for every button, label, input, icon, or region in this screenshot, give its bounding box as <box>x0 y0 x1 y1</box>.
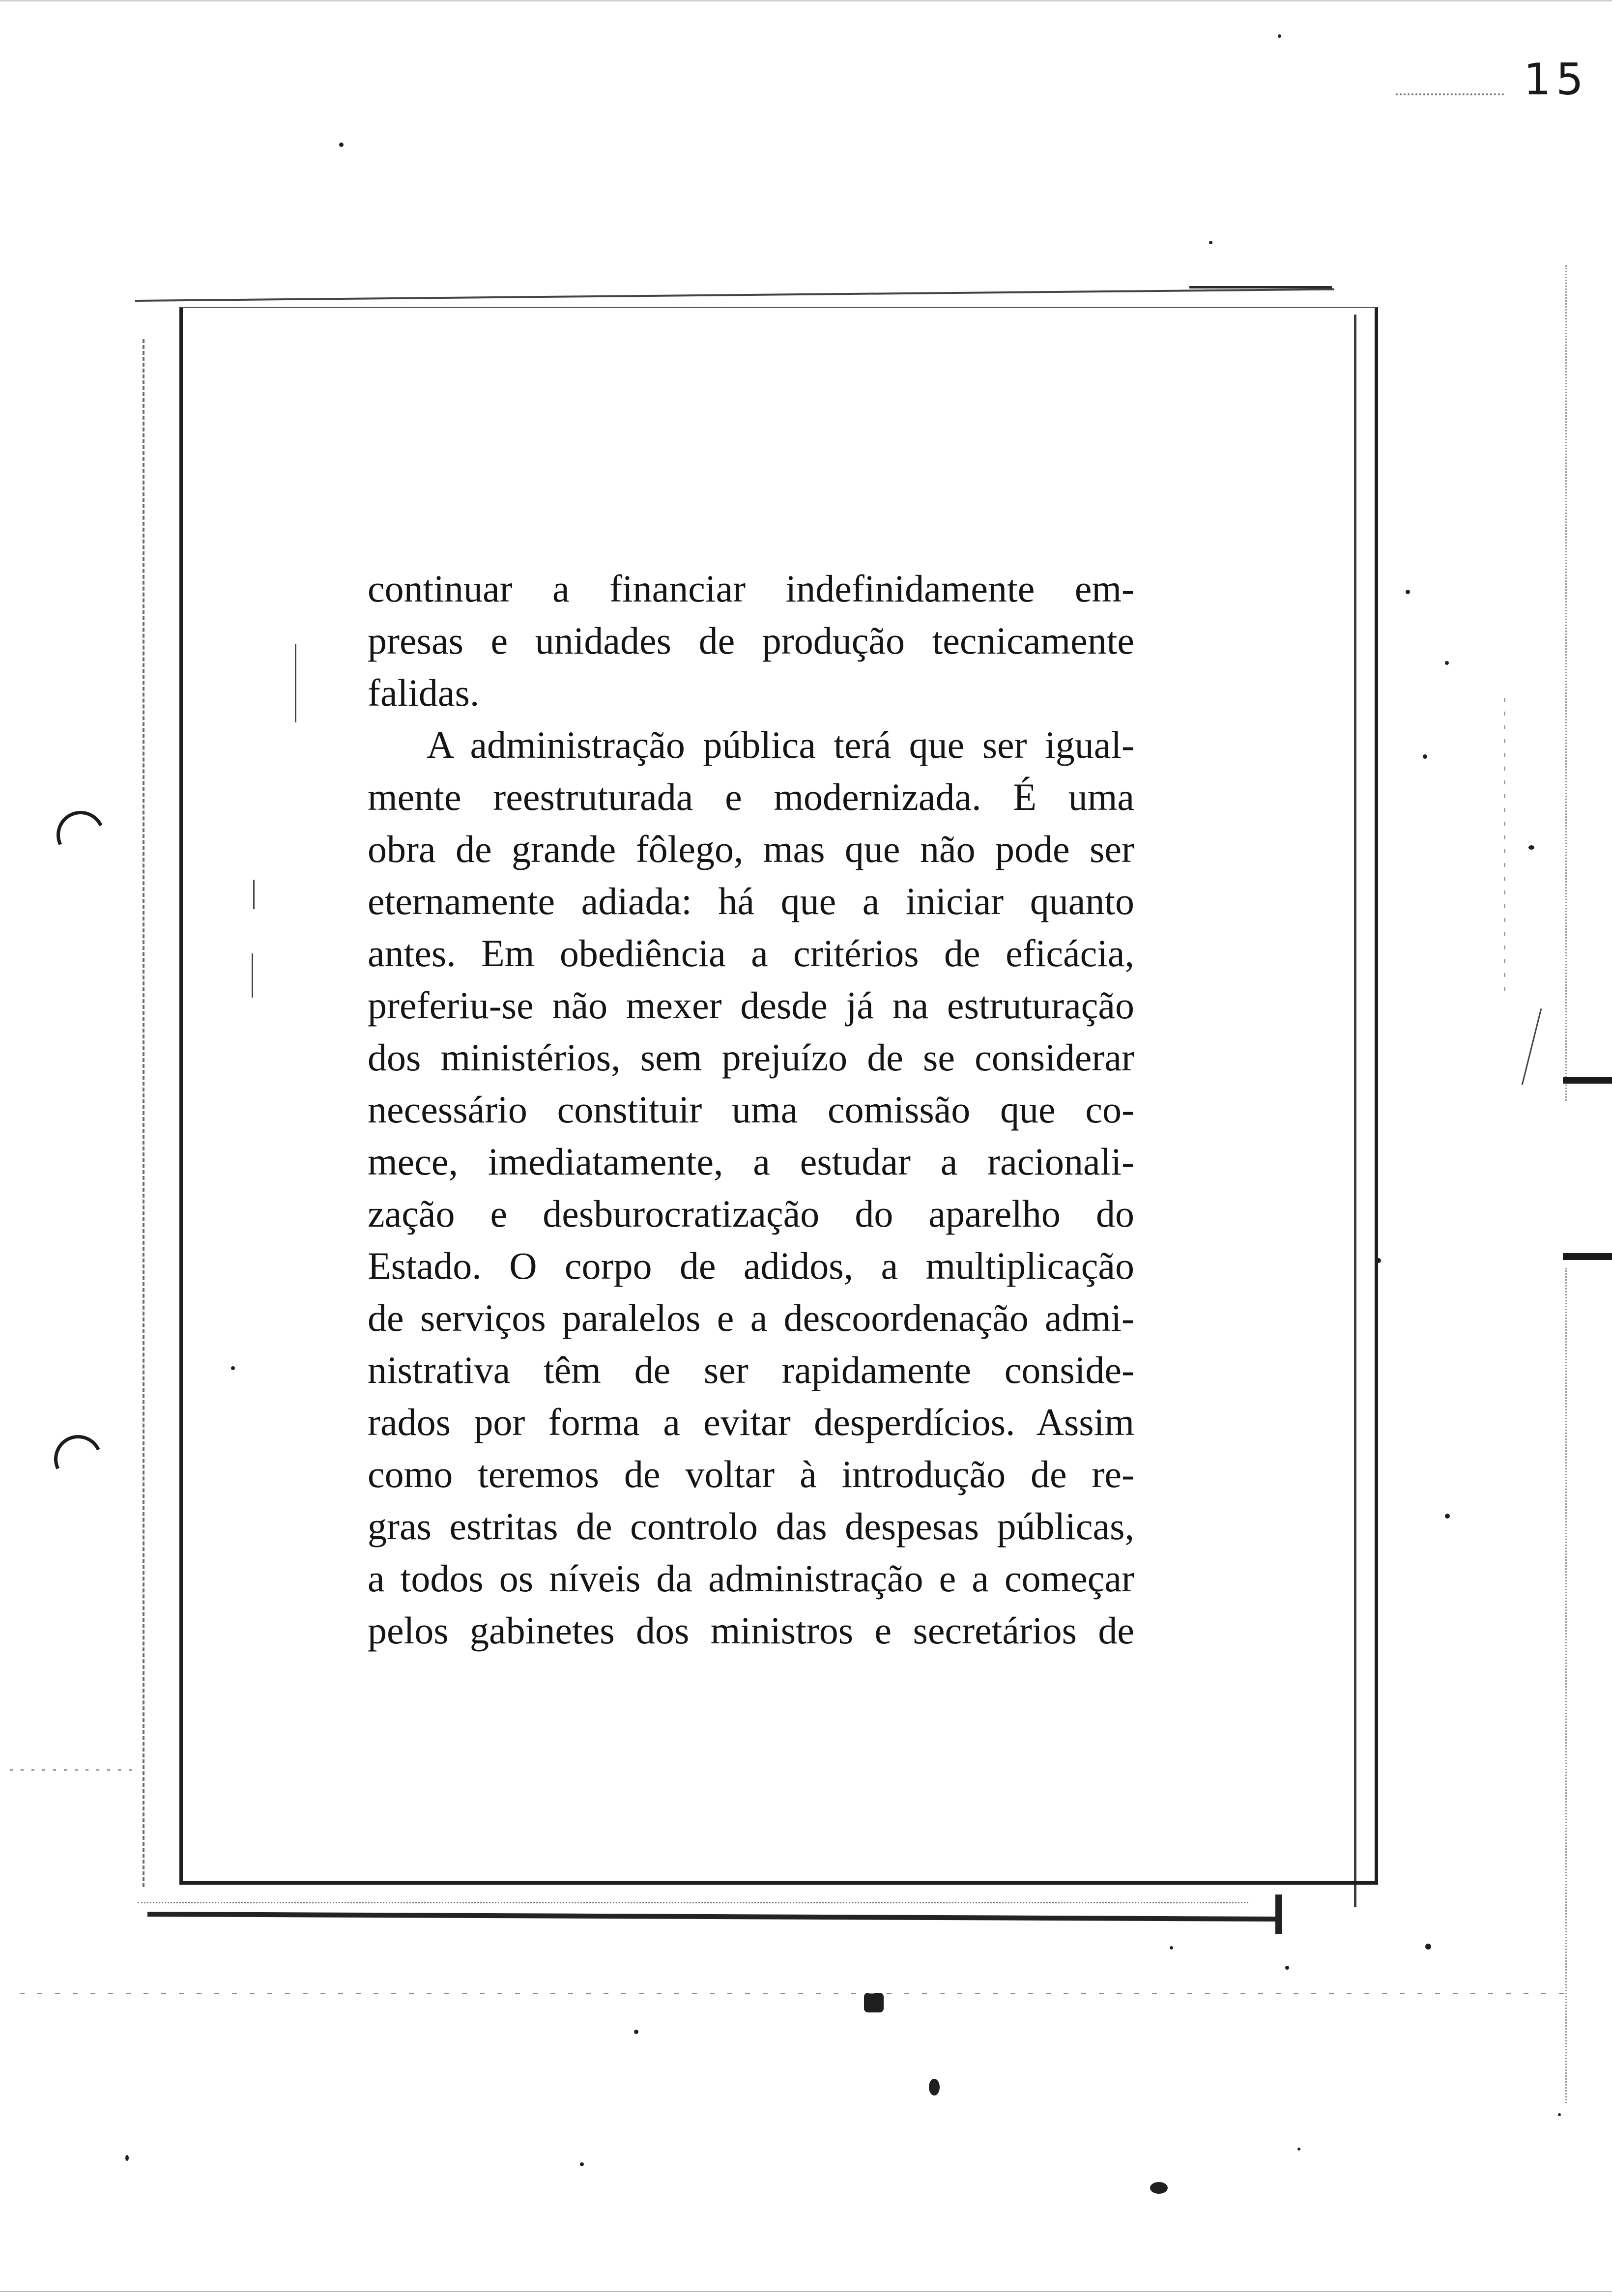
scan-speck <box>1423 754 1427 759</box>
scan-speck <box>1150 2182 1168 2194</box>
scan-speck <box>1425 1944 1431 1950</box>
scan-speck <box>1376 1258 1381 1263</box>
text-line: continuar a financiar indefinidamente em- <box>368 567 1134 610</box>
body-text <box>368 563 1134 1657</box>
text-line: dos ministérios, sem prejuízo de se considerar <box>368 1036 1134 1079</box>
right-edge-notch-lower <box>1563 1253 1612 1268</box>
punch-hole-upper-icon <box>50 804 112 866</box>
scan-speck <box>1278 34 1281 38</box>
scan-speck <box>1445 661 1449 665</box>
text-line: preferiu-se não mexer desde já na estruturação <box>368 984 1134 1027</box>
text-line: falidas. <box>368 671 480 714</box>
right-page-edge-upper <box>1565 265 1567 1101</box>
scan-noise-band <box>1504 698 1505 993</box>
scan-speck <box>1445 1514 1450 1519</box>
text-line: nistrativa têm de ser rapidamente conside- <box>368 1349 1134 1391</box>
text-line: A administração pública terá que ser igual- <box>427 723 1134 766</box>
scan-bottom-edge <box>0 2291 1612 2292</box>
text-line: zação e desburocratização do aparelho do <box>368 1192 1134 1235</box>
text-line: rados por forma a evitar desperdícios. Assim <box>368 1401 1134 1443</box>
scan-speck <box>231 1366 235 1370</box>
scan-speck <box>864 1993 884 2012</box>
punch-hole-lower-icon <box>47 1428 109 1490</box>
sheet-edge-bottom-faint <box>138 1902 1248 1903</box>
page-number: 15 <box>1524 54 1588 105</box>
scan-speck <box>929 2079 940 2095</box>
scan-speck <box>1209 241 1212 244</box>
sheet-edge-top-right <box>1189 286 1332 288</box>
sheet-edge-bottom <box>147 1912 1278 1922</box>
scan-speck <box>1170 1946 1173 1950</box>
scan-speck <box>1558 2113 1561 2116</box>
margin-tick <box>1522 1008 1542 1085</box>
text-line: mece, imediatamente, a estudar a racionali- <box>368 1140 1134 1183</box>
sheet-edge-top <box>135 288 1334 302</box>
text-line: obra de grande fôlego, mas que não pode ser <box>368 828 1134 870</box>
margin-tick <box>295 644 296 722</box>
scan-speck <box>339 143 344 147</box>
text-line: pelos gabinetes dos ministros e secretários de <box>368 1609 1134 1652</box>
scan-speck <box>125 2155 129 2161</box>
scan-noise-band <box>10 1769 133 1771</box>
text-line: a todos os níveis da administração e a começar <box>368 1557 1134 1600</box>
text-line: presas e unidades de produção tecnicamente <box>368 619 1134 662</box>
text-line: eternamente adiada: há que a iniciar quanto <box>368 880 1134 922</box>
margin-tick <box>253 880 255 909</box>
right-edge-notch-upper <box>1563 1069 1612 1084</box>
scan-noise-band <box>20 1993 1568 1994</box>
right-page-edge-lower <box>1565 1268 1567 2103</box>
scan-speck <box>1406 590 1410 594</box>
sheet-corner-mark <box>1275 1894 1282 1934</box>
scan-speck <box>580 2162 584 2166</box>
text-line: necessário constituir uma comissão que co- <box>368 1088 1134 1131</box>
text-line: gras estritas de controlo das despesas públicas, <box>368 1505 1134 1548</box>
text-line: como teremos de voltar à introdução de re- <box>368 1453 1134 1495</box>
text-line: antes. Em obediência a critérios de eficácia, <box>368 932 1134 975</box>
sheet-edge-left <box>143 339 144 1887</box>
margin-tick <box>252 953 253 998</box>
text-line: mente reestruturada e modernizada. É uma <box>368 775 1134 818</box>
text-line: Estado. O corpo de adidos, a multiplicação <box>368 1244 1134 1287</box>
page-number-leader <box>1396 93 1504 95</box>
text-line: de serviços paralelos e a descoordenação admi- <box>368 1296 1134 1339</box>
scan-speck <box>1297 2148 1300 2151</box>
scan-speck <box>1285 1966 1289 1970</box>
scan-top-edge <box>0 0 1612 1</box>
scan-speck <box>634 2030 638 2034</box>
scan-speck <box>1528 845 1534 850</box>
